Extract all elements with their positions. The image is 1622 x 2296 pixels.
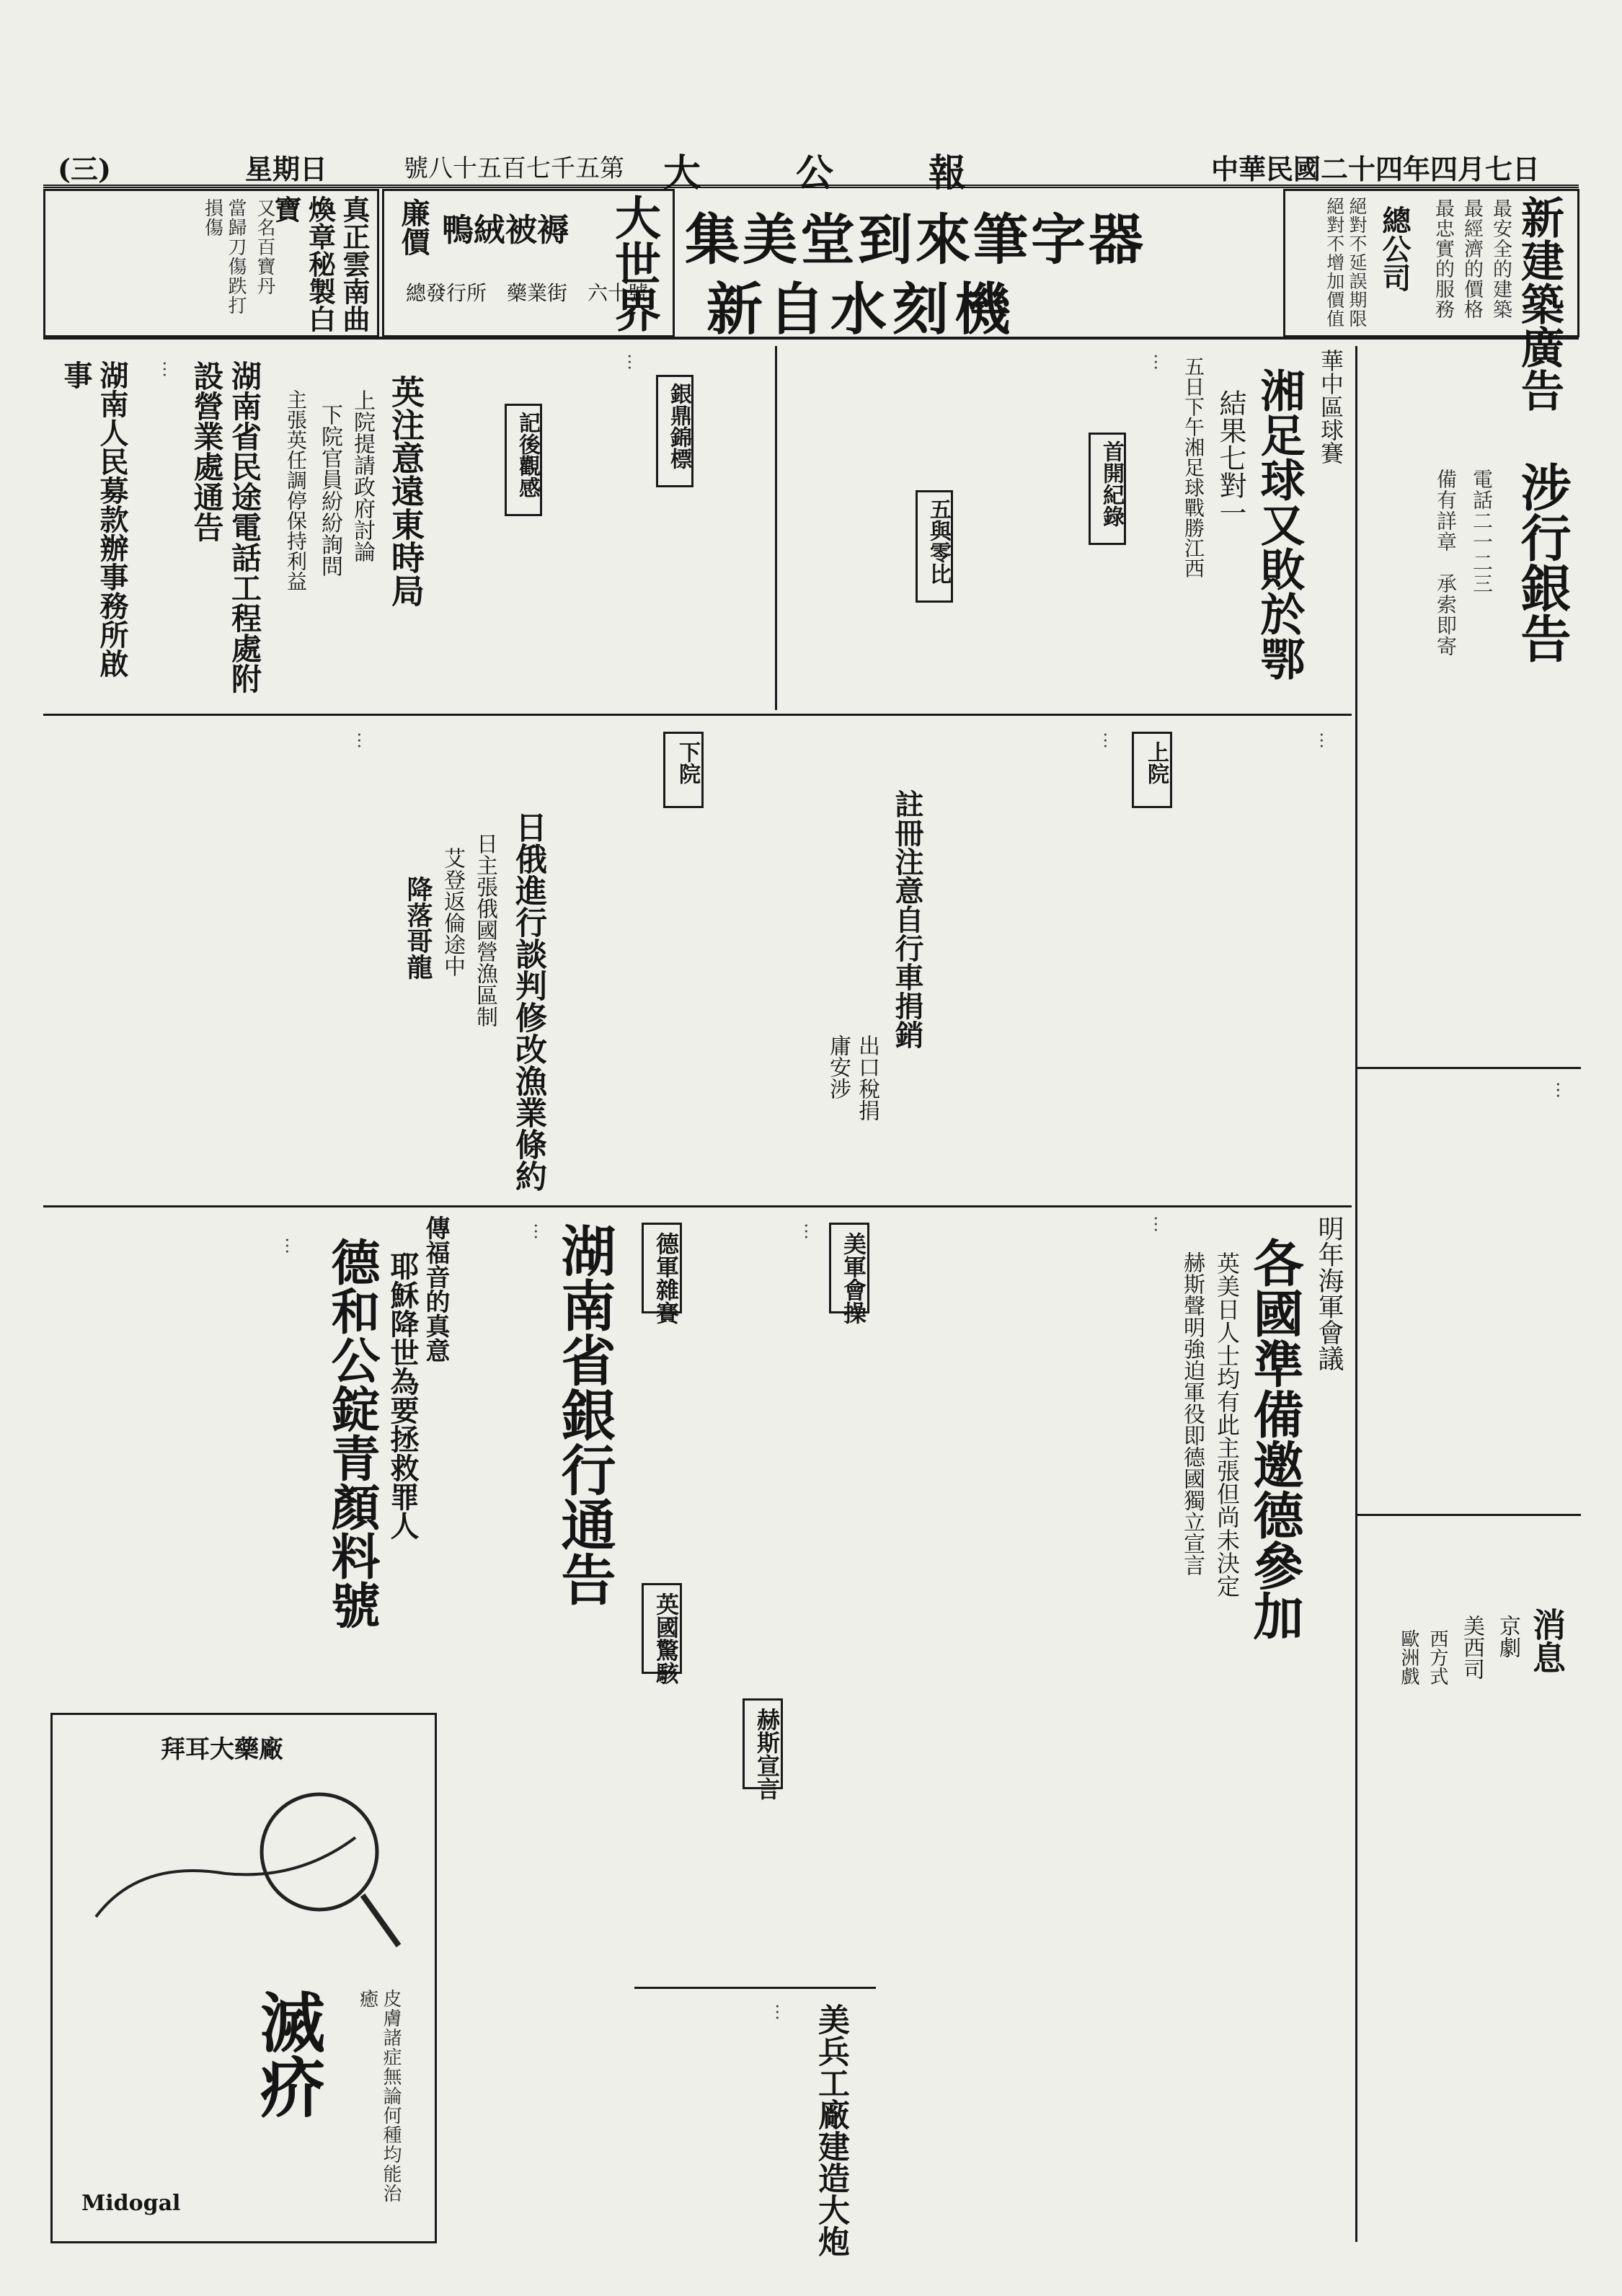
- football-sec3-box: [656, 375, 693, 487]
- fishing-sub: 日主張俄國營漁區制: [472, 833, 497, 1027]
- shehui-line-1: 電話二一二三: [1470, 469, 1494, 594]
- pill-text: 皮膚諸症無論何種均能治癒: [356, 1989, 402, 2203]
- theatre-venue-2: 美西司: [1459, 1615, 1484, 1680]
- lower-house-label: 下院: [675, 741, 700, 784]
- pill-slogan: 滅疥: [249, 1989, 325, 2119]
- bank-headline: 湖南省銀行通告: [552, 1223, 616, 1606]
- hunan-transfer-body: …: [159, 360, 180, 378]
- second-band-body-mid: …: [1100, 732, 1120, 750]
- shehui-line-2: 備有詳章 承索即寄: [1434, 469, 1458, 657]
- mid-left-body: …: [624, 353, 644, 371]
- sermon-headline: 傳福音的真意: [421, 1215, 450, 1362]
- mid-left-block: [43, 346, 777, 710]
- daxieshi-note: 廉價: [396, 198, 430, 256]
- uk-shock-box: [642, 1583, 682, 1685]
- xinjian-title: 新建築廣告: [1514, 195, 1564, 412]
- lower-house-box: [663, 732, 704, 808]
- dateline-paper: 大 公 報: [663, 151, 996, 195]
- theatre-venue-1: 京劇: [1495, 1615, 1520, 1658]
- football-article: [779, 346, 1352, 710]
- dateline-weekday: 星期日: [245, 153, 328, 185]
- daxieshi-products: 鴨絨被褥: [442, 212, 569, 249]
- third-band: [43, 1208, 1352, 2257]
- dehe-article: [43, 1208, 450, 2246]
- football-sec1-box: [1089, 433, 1126, 545]
- us-cannon-headline: 美兵工廠建造大炮: [812, 2003, 849, 2257]
- football-sec3: 銀鼎錦標: [666, 383, 691, 469]
- us-cannon-body: …: [772, 2003, 792, 2021]
- yuandong-line-1: 上院提請政府討論: [350, 389, 375, 562]
- dehe-body: …: [282, 1237, 302, 1255]
- daxieshi-ad: [382, 189, 675, 337]
- de-race-box: [642, 1223, 682, 1324]
- theatre-line-2: 歐洲戲: [1398, 1629, 1419, 1685]
- dateline-page: (三): [58, 153, 111, 185]
- dateline: [43, 143, 1579, 195]
- fishing-sub2: 艾登返倫途中: [440, 847, 465, 977]
- navy-kicker: 明年海軍會議: [1314, 1215, 1344, 1371]
- football-headline: 湘足球又敗於鄂: [1253, 368, 1306, 681]
- us-drill-headline: 美軍會操: [840, 1232, 867, 1324]
- strip-rule-2: [1357, 1514, 1581, 1516]
- xinjian-lines-2: 最經濟的價格: [1461, 198, 1483, 319]
- football-sec2: 五與零比: [926, 498, 951, 585]
- football-sec2-box: [916, 490, 953, 603]
- navy-body: …: [1151, 1215, 1171, 1233]
- fishing-headline: 日俄進行談判修改漁業條約: [510, 811, 546, 1192]
- pill-ad: [50, 1713, 437, 2243]
- registry-headline: 註冊注意自行車捐銷: [890, 789, 924, 1049]
- football-body: …: [1151, 353, 1171, 371]
- second-band-body-left: …: [354, 732, 374, 750]
- yuandong-headline: 英注意遠東時局: [386, 375, 425, 607]
- zhenzheng-title: 真正雲南曲煥章秘製白寶: [270, 195, 371, 332]
- registry-line-1: 出口稅捐: [854, 1034, 879, 1121]
- second-band-body-right: …: [1316, 732, 1337, 750]
- zhenzheng-line-2: 當歸刀傷跌打損傷: [201, 198, 247, 315]
- pill-product: Midogal: [81, 2191, 181, 2216]
- meizi-ad: [678, 189, 1276, 342]
- yuandong-line-3: 主張英任調停保持利益: [284, 389, 308, 591]
- bank-body: …: [531, 1223, 551, 1241]
- meizi-sub: 新自水刻機: [706, 277, 1017, 342]
- second-band: [43, 717, 1352, 1204]
- bank-article: [447, 1208, 631, 2246]
- pill-brand: 拜耳大藥廠: [161, 1735, 283, 1764]
- yuandong-line-2: 下院官員紛紛詢問: [317, 404, 342, 577]
- us-drill-body: …: [801, 1223, 821, 1241]
- xinjian-lines: 最安全的建築: [1489, 198, 1512, 319]
- zhenzheng-ad: [43, 189, 379, 337]
- hunan-transfer-headline: 湖南省民途電話工程處附設營業處通告: [189, 360, 262, 693]
- football-sub: 結果七對一: [1215, 389, 1246, 526]
- navy-headline: 各國準備邀德參加: [1245, 1237, 1305, 1641]
- de-race-headline: 德軍雜賽: [652, 1232, 680, 1324]
- sermon-sub: 耶穌降世為要拯救罪人: [386, 1251, 420, 1540]
- football-sec1: 首開紀錄: [1099, 440, 1124, 527]
- hunan-people-headline: 湖南人民募款辦事務所啟事: [59, 360, 129, 678]
- xinjian-lines-3: 最忠實的服務: [1432, 198, 1454, 319]
- navy-article: [879, 1208, 1352, 2246]
- shehui-title: 涉行銀告: [1512, 461, 1572, 663]
- upper-house-label: 上院: [1143, 741, 1169, 784]
- navy-sub2: 赫斯聲明強迫軍役即德國獨立宣言: [1179, 1251, 1205, 1576]
- daxieshi-sub: 總發行所 藥業街 六十號: [406, 281, 649, 305]
- dateline-issue: 號八十五百七千五第: [404, 154, 624, 183]
- hess-headline: 赫斯宣言: [753, 1708, 781, 1800]
- dehe-headline: 德和公錠青顏料號: [323, 1237, 381, 1629]
- band-rule-2: [43, 1205, 1352, 1207]
- theatre-title: 消息: [1528, 1608, 1566, 1674]
- right-strip: [1355, 346, 1581, 2242]
- football-time: 五日下午湘足球戰勝江西: [1182, 356, 1205, 578]
- strip-rule-1: [1357, 1067, 1581, 1069]
- us-drill-box: [829, 1223, 869, 1324]
- market-table: …: [1553, 1081, 1573, 1099]
- band-rule-1: [43, 714, 1352, 716]
- hand-illustration-icon: [81, 1773, 413, 1960]
- theatre-line-1: 西方式: [1427, 1629, 1448, 1685]
- meizi-title: 集美堂到來筆字器: [685, 208, 1146, 272]
- zhenzheng-line-1: 又名百寶丹: [254, 198, 275, 296]
- football-sec4: 記後觀感: [515, 412, 540, 498]
- dateline-date: 中華民國二十四年四月七日: [1211, 153, 1541, 185]
- daxieshi-title: 大世界: [607, 194, 661, 332]
- xinjian-company: 總公司: [1378, 205, 1412, 292]
- fishing-sub3: 降落哥龍: [403, 876, 433, 980]
- xinjian-side: 絕對不延誤期限 絕對不增加價值: [1324, 197, 1368, 347]
- navy-sub: 英美日人士均有此主張但尚未決定: [1213, 1251, 1241, 1597]
- uk-shock-headline: 英國驚駭: [652, 1592, 680, 1685]
- registry-line-2: 庸安涉: [825, 1034, 851, 1099]
- us-cannon-article: [634, 1987, 876, 2257]
- football-kicker: 華中區球賽: [1317, 349, 1344, 464]
